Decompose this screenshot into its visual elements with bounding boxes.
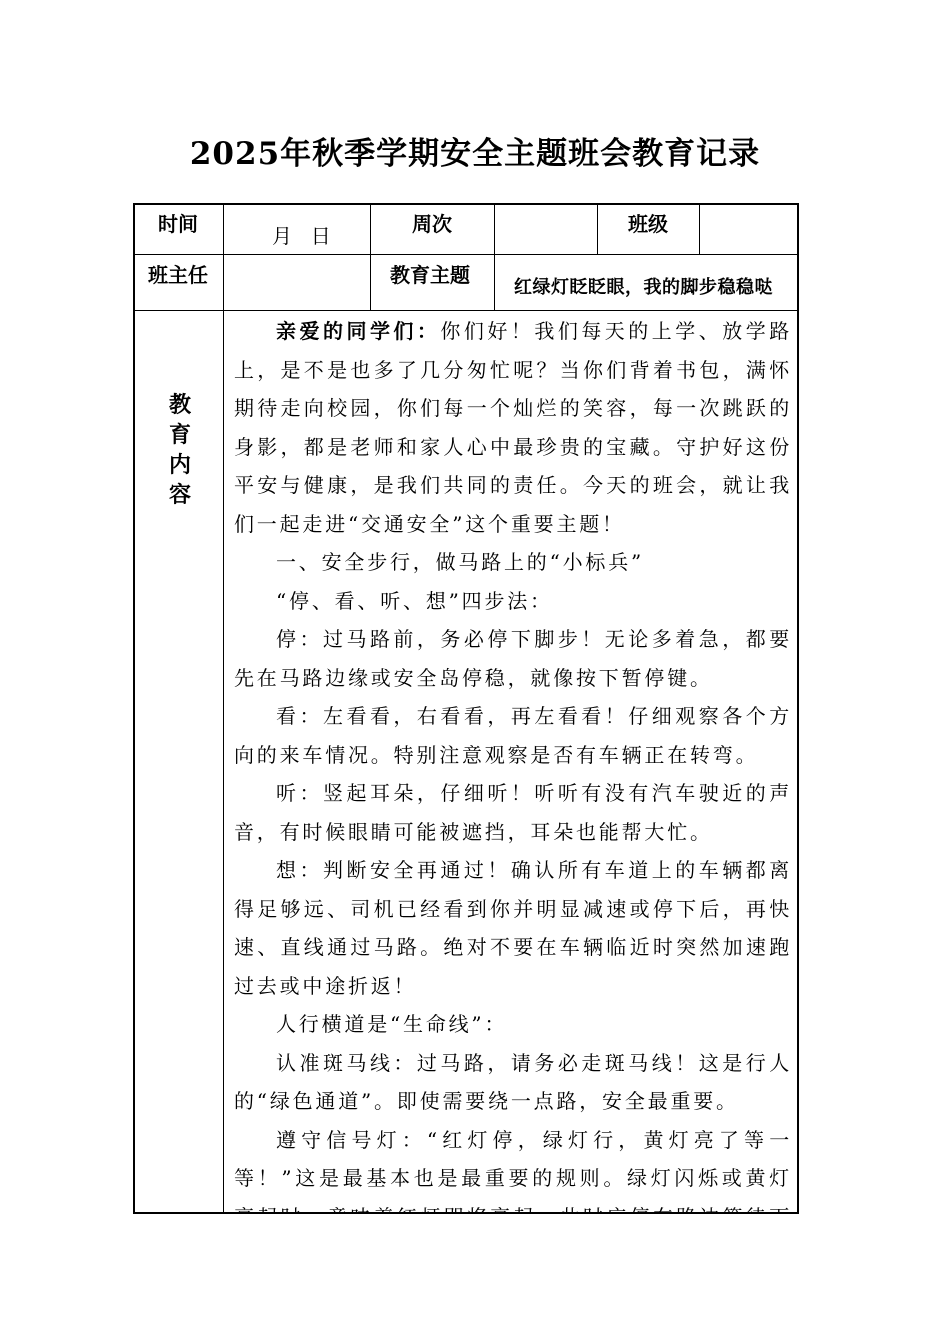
paragraph-text: 你们好！我们每天的上学、放学路上，是不是也多了几分匆忙呢？当你们背着书包，满怀期待走向校园，你们每一个灿烂的笑容，每一次跳跃的身影，都是老师和家人心中最珍贵的宝藏。守护好这份平安与健康，是我们共同的责任。今天的班会，就让我们一起走进“交通安全”这个重要主题！ [234, 319, 792, 536]
content-paragraph: 遵守信号灯：“红灯停，绿灯行，黄灯亮了等一等！”这是最基本也是最重要的规则。绿灯闪烁或黄灯 [234, 1127, 792, 1190]
education-content [234, 312, 792, 1275]
content-label-char: 育 [168, 422, 191, 448]
table-divider [494, 203, 495, 310]
content-paragraph: 看：左看看，右看看，再左看看！仔细观察各个方向的来车情况。特别注意观察是否有车辆正在转弯。 [234, 704, 792, 767]
content-paragraph: 认准斑马线：过马路，请务必走斑马线！这是行人的“绿色通道”。即使需要绕一点路，安全最重要。 [234, 1050, 792, 1113]
greeting: 亲爱的同学们： [276, 319, 441, 343]
table-divider [797, 1200, 799, 1214]
content-label-char: 容 [168, 482, 191, 508]
content-label-char: 教 [168, 392, 191, 418]
content-paragraph: 停：过马路前，务必停下脚步！无论多着急，都要先在马路边缘或安全岛停稳，就像按下暂停键。 [234, 627, 792, 690]
content-paragraph: 一、安全步行，做马路上的“小标兵” [276, 550, 645, 574]
theme-label: 教育主题 [390, 263, 470, 287]
page-bottom-mask [224, 1212, 798, 1344]
content-paragraph [234, 312, 792, 543]
content-paragraph: 听：竖起耳朵，仔细听！听听有没有汽车驶近的声音，有时候眼睛可能被遮挡，耳朵也能帮大忙。 [234, 781, 792, 844]
table-divider [597, 203, 598, 255]
table-divider [699, 203, 700, 255]
table-divider [133, 254, 799, 255]
table-divider [370, 203, 371, 310]
content-label [166, 390, 194, 510]
time-value: 月 日 [272, 224, 333, 248]
content-paragraph: 人行横道是“生命线”： [276, 1012, 508, 1036]
time-label: 时间 [158, 212, 198, 236]
teacher-label: 班主任 [148, 263, 208, 287]
content-paragraph: 想：判断安全再通过！确认所有车道上的车辆都离得足够远、司机已经看到你并明显减速或停下后，再快速、直线通过马路。绝对不要在车辆临近时突然加速跑过去或中途折返！ [234, 858, 792, 998]
table-divider [133, 1212, 799, 1214]
content-paragraph: “停、看、听、想”四步法： [276, 588, 553, 613]
week-label: 周次 [412, 212, 452, 236]
class-label: 班级 [628, 212, 668, 236]
page-title: 2025年秋季学期安全主题班会教育记录 [189, 136, 761, 172]
table-divider [133, 310, 799, 311]
content-label-char: 内 [168, 452, 191, 478]
theme-value: 红绿灯眨眨眼，我的脚步稳稳哒 [514, 277, 773, 298]
table-divider [223, 203, 224, 1214]
